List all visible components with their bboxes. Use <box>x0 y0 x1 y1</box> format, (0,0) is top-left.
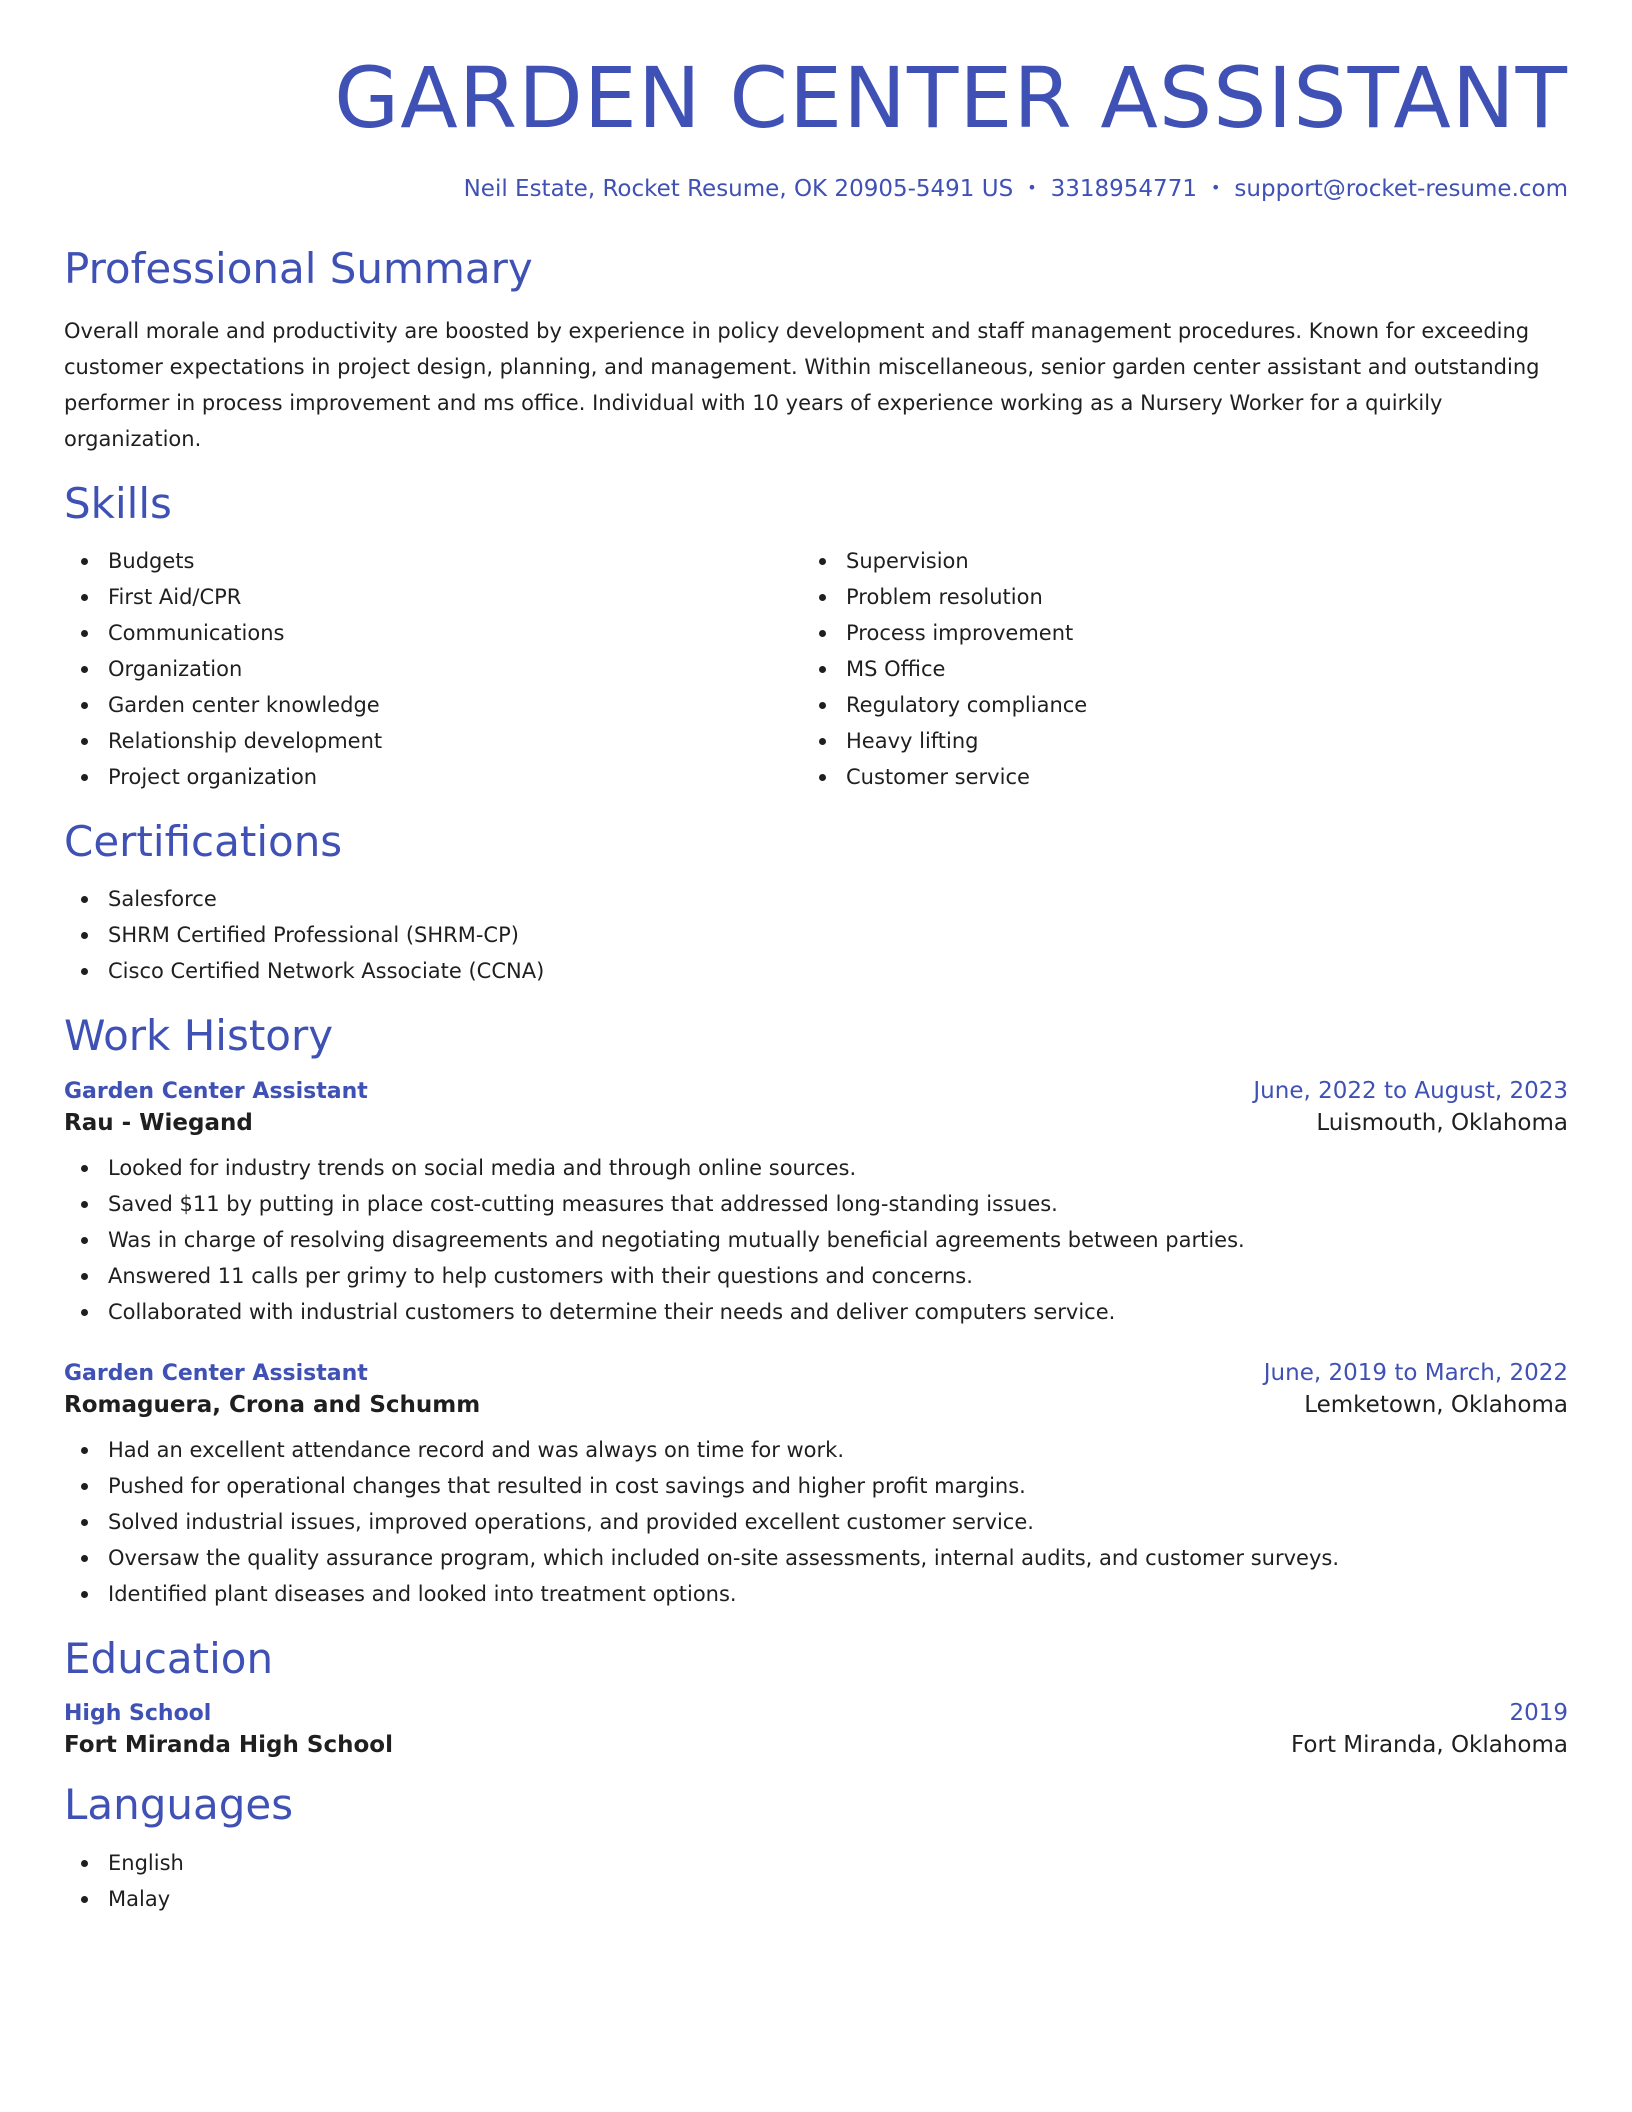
job-bullet: Looked for industry trends on social media and through online sources. <box>64 1150 1568 1186</box>
language-item: Malay <box>64 1881 1568 1917</box>
contact-separator: • <box>1027 178 1037 198</box>
job-bullet: Solved industrial issues, improved operations, and provided excellent customer service. <box>64 1504 1568 1540</box>
job-bullet: Oversaw the quality assurance program, which included on-site assessments, internal audits, and customer surveys. <box>64 1540 1568 1576</box>
education-year: 2019 <box>1509 1700 1568 1727</box>
skill-item: Customer service <box>802 759 1540 795</box>
contact-line <box>64 176 1568 202</box>
skills-grid <box>64 543 1568 795</box>
summary-text: Overall morale and productivity are boosted by experience in policy development and staff management procedures. Known for exceeding customer expectations in project design, planning, and management. Within miscellaneous, senior garden center assistant and outstanding performer in process improvement and ms office. Individual with 10 years of experience working as a Nursery Worker for a quirkily organization. <box>64 318 1540 451</box>
job-company: Romaguera, Crona and Schumm <box>64 1391 481 1418</box>
job-bullet: Collaborated with industrial customers to determine their needs and deliver computers service. <box>64 1294 1568 1330</box>
work-history-heading: Work History <box>64 1011 334 1061</box>
contact-phone: 3318954771 <box>1050 176 1197 203</box>
skill-item: Heavy lifting <box>802 723 1540 759</box>
education-school: Fort Miranda High School <box>64 1732 393 1759</box>
certification-item: Cisco Certified Network Associate (CCNA) <box>64 953 1568 989</box>
skill-item: Relationship development <box>64 723 802 759</box>
work-history-section <box>64 1011 1568 1611</box>
skill-item: Problem resolution <box>802 579 1540 615</box>
certifications-heading: Certifications <box>64 816 343 866</box>
job-bullet: Pushed for operational changes that resulted in cost savings and higher profit margins. <box>64 1468 1568 1504</box>
education-degree: High School <box>64 1701 212 1727</box>
education-location: Fort Miranda, Oklahoma <box>1291 1732 1568 1759</box>
skills-column-right <box>802 543 1540 795</box>
languages-heading: Languages <box>64 1780 294 1830</box>
summary-heading: Professional Summary <box>64 244 533 294</box>
skill-item: Supervision <box>802 543 1540 579</box>
skill-item: Budgets <box>64 543 802 579</box>
job-dates: June, 2019 to March, 2022 <box>1263 1359 1568 1386</box>
job-entry <box>64 1078 1568 1330</box>
skill-item: First Aid/CPR <box>64 579 802 615</box>
contact-separator: • <box>1210 178 1221 198</box>
skills-section <box>64 479 1568 795</box>
skills-heading: Skills <box>64 478 172 528</box>
summary-section <box>64 244 1568 456</box>
skill-item: Organization <box>64 651 802 687</box>
contact-email: support@rocket-resume.com <box>1234 176 1568 203</box>
resume-title: GARDEN CENTER ASSISTANT <box>334 49 1568 147</box>
job-bullet: Saved $11 by putting in place cost-cutting measures that addressed long-standing issues. <box>64 1186 1568 1222</box>
education-heading: Education <box>64 1633 274 1683</box>
job-location: Luismouth, Oklahoma <box>1316 1109 1568 1136</box>
education-section <box>64 1634 1568 1758</box>
job-company: Rau - Wiegand <box>64 1109 253 1136</box>
job-dates: June, 2022 to August, 2023 <box>1253 1077 1568 1104</box>
certification-item: SHRM Certified Professional (SHRM-CP) <box>64 917 1568 953</box>
job-title: Garden Center Assistant <box>64 1360 368 1386</box>
skill-item: Garden center knowledge <box>64 687 802 723</box>
languages-section <box>64 1780 1568 1916</box>
job-title: Garden Center Assistant <box>64 1078 368 1104</box>
job-entry <box>64 1360 1568 1612</box>
skill-item: MS Office <box>802 651 1540 687</box>
skill-item: Project organization <box>64 759 802 795</box>
job-location: Lemketown, Oklahoma <box>1304 1391 1568 1418</box>
skill-item: Communications <box>64 615 802 651</box>
contact-address: Neil Estate, Rocket Resume, OK 20905-5491 US <box>463 176 1014 203</box>
skill-item: Process improvement <box>802 615 1540 651</box>
skill-item: Regulatory compliance <box>802 687 1540 723</box>
language-item: English <box>64 1845 1568 1881</box>
skills-column-left <box>64 543 802 795</box>
job-bullet: Had an excellent attendance record and was always on time for work. <box>64 1432 1568 1468</box>
certifications-section <box>64 817 1568 989</box>
job-bullet: Was in charge of resolving disagreements and negotiating mutually beneficial agreements between parties. <box>64 1222 1568 1258</box>
job-bullet: Answered 11 calls per grimy to help customers with their questions and concerns. <box>64 1258 1568 1294</box>
job-bullet: Identified plant diseases and looked into treatment options. <box>64 1576 1568 1612</box>
certification-item: Salesforce <box>64 881 1568 917</box>
